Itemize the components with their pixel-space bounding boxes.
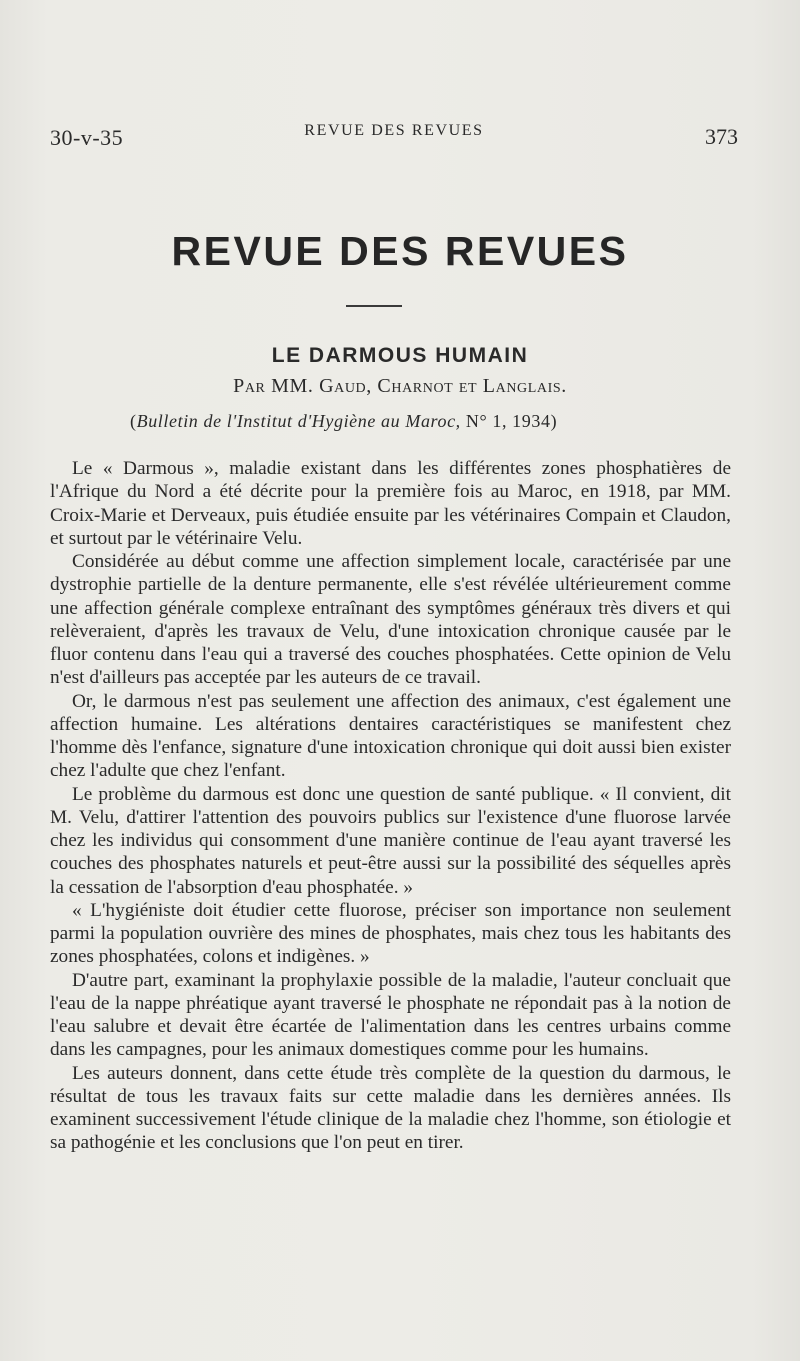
article-citation bbox=[130, 411, 710, 432]
paragraph: Or, le darmous n'est pas seulement une affection des animaux, c'est également une affection humaine. Les altérations dentaires caractéristiques se manifestent chez l'homme dès l'enfance, signature d'une intoxication chronique qui doit aussi bien exister chez l'adulte que chez l'enfant. bbox=[50, 690, 731, 782]
paragraph: Le problème du darmous est donc une question de santé publique. « Il convient, dit M. Velu, d'attirer l'attention des pouvoirs publics sur l'existence d'une fluorose larvée chez les individus qui consomment d'une manière continue de l'eau ayant traversé les couches des phosphates naturels et peut-être aussi sur la possibilité des séquelles après la cessation de l'absorption d'eau phosphatée. » bbox=[50, 783, 731, 898]
running-header bbox=[50, 122, 738, 152]
paragraph: Considérée au début comme une affection simplement locale, caractérisée par une dystrophie partielle de la denture permanente, elle s'est révélée ultérieurement comme une affection générale complexe entraînant des symptômes généraux très divers et qui relèveraient, d'après les travaux de Velu, d'une intoxication chronique causée par le fluor contenu dans l'eau qui a traversé des couches phosphatées. Cette opinion de Velu n'est d'ailleurs pas acceptée par les auteurs de ce travail. bbox=[50, 551, 731, 689]
citation-journal: Bulletin de l'Institut d'Hygiène au Maroc, bbox=[136, 411, 461, 431]
header-date: 30-v-35 bbox=[50, 125, 124, 150]
citation-open-paren: ( bbox=[130, 411, 137, 431]
paragraph: D'autre part, examinant la prophylaxie possible de la maladie, l'auteur concluait que l'eau de la nappe phréatique ayant traversé le phosphate ne répondait pas à la notion de l'eau salubre et devait être écartée de l'alimentation dans les centres urbains comme dans les campagnes, pour les animaux domestiques comme pour les humains. bbox=[50, 969, 731, 1061]
page-number: 373 bbox=[705, 124, 738, 149]
article-authors: Par MM. Gaud, Charnot et Langlais. bbox=[233, 375, 567, 397]
article-body bbox=[50, 457, 731, 1155]
article-title: LE DARMOUS HUMAIN bbox=[271, 344, 529, 367]
title-divider bbox=[346, 305, 402, 307]
section-title: REVUE DES REVUES bbox=[171, 228, 629, 274]
paragraph: Le « Darmous », maladie existant dans les différentes zones phosphatières de l'Afrique du Nord a été décrite pour la première fois au Maroc, en 1918, par MM. Croix-Marie et Derveaux, puis étudiée ensuite par les vétérinaires Compain et Claudon, et surtout par le vétérinaire Velu. bbox=[50, 458, 731, 549]
header-section-title: REVUE DES REVUES bbox=[304, 122, 484, 139]
paragraph: Les auteurs donnent, dans cette étude très complète de la question du darmous, le résultat de tous les travaux faits sur cette maladie dans les dernières années. Ils examinent successivement l'étude clinique de la maladie chez l'homme, son étiologie et sa pathogénie et les conclusions que l'on peut en tirer. bbox=[50, 1062, 731, 1154]
paragraph: « L'hygiéniste doit étudier cette fluorose, préciser son importance non seulement parmi la population ouvrière des mines de phosphates, mais chez tous les habitants des zones phosphatées, colons et indigènes. » bbox=[50, 899, 731, 968]
citation-issue: N° 1, 1934) bbox=[460, 411, 558, 431]
